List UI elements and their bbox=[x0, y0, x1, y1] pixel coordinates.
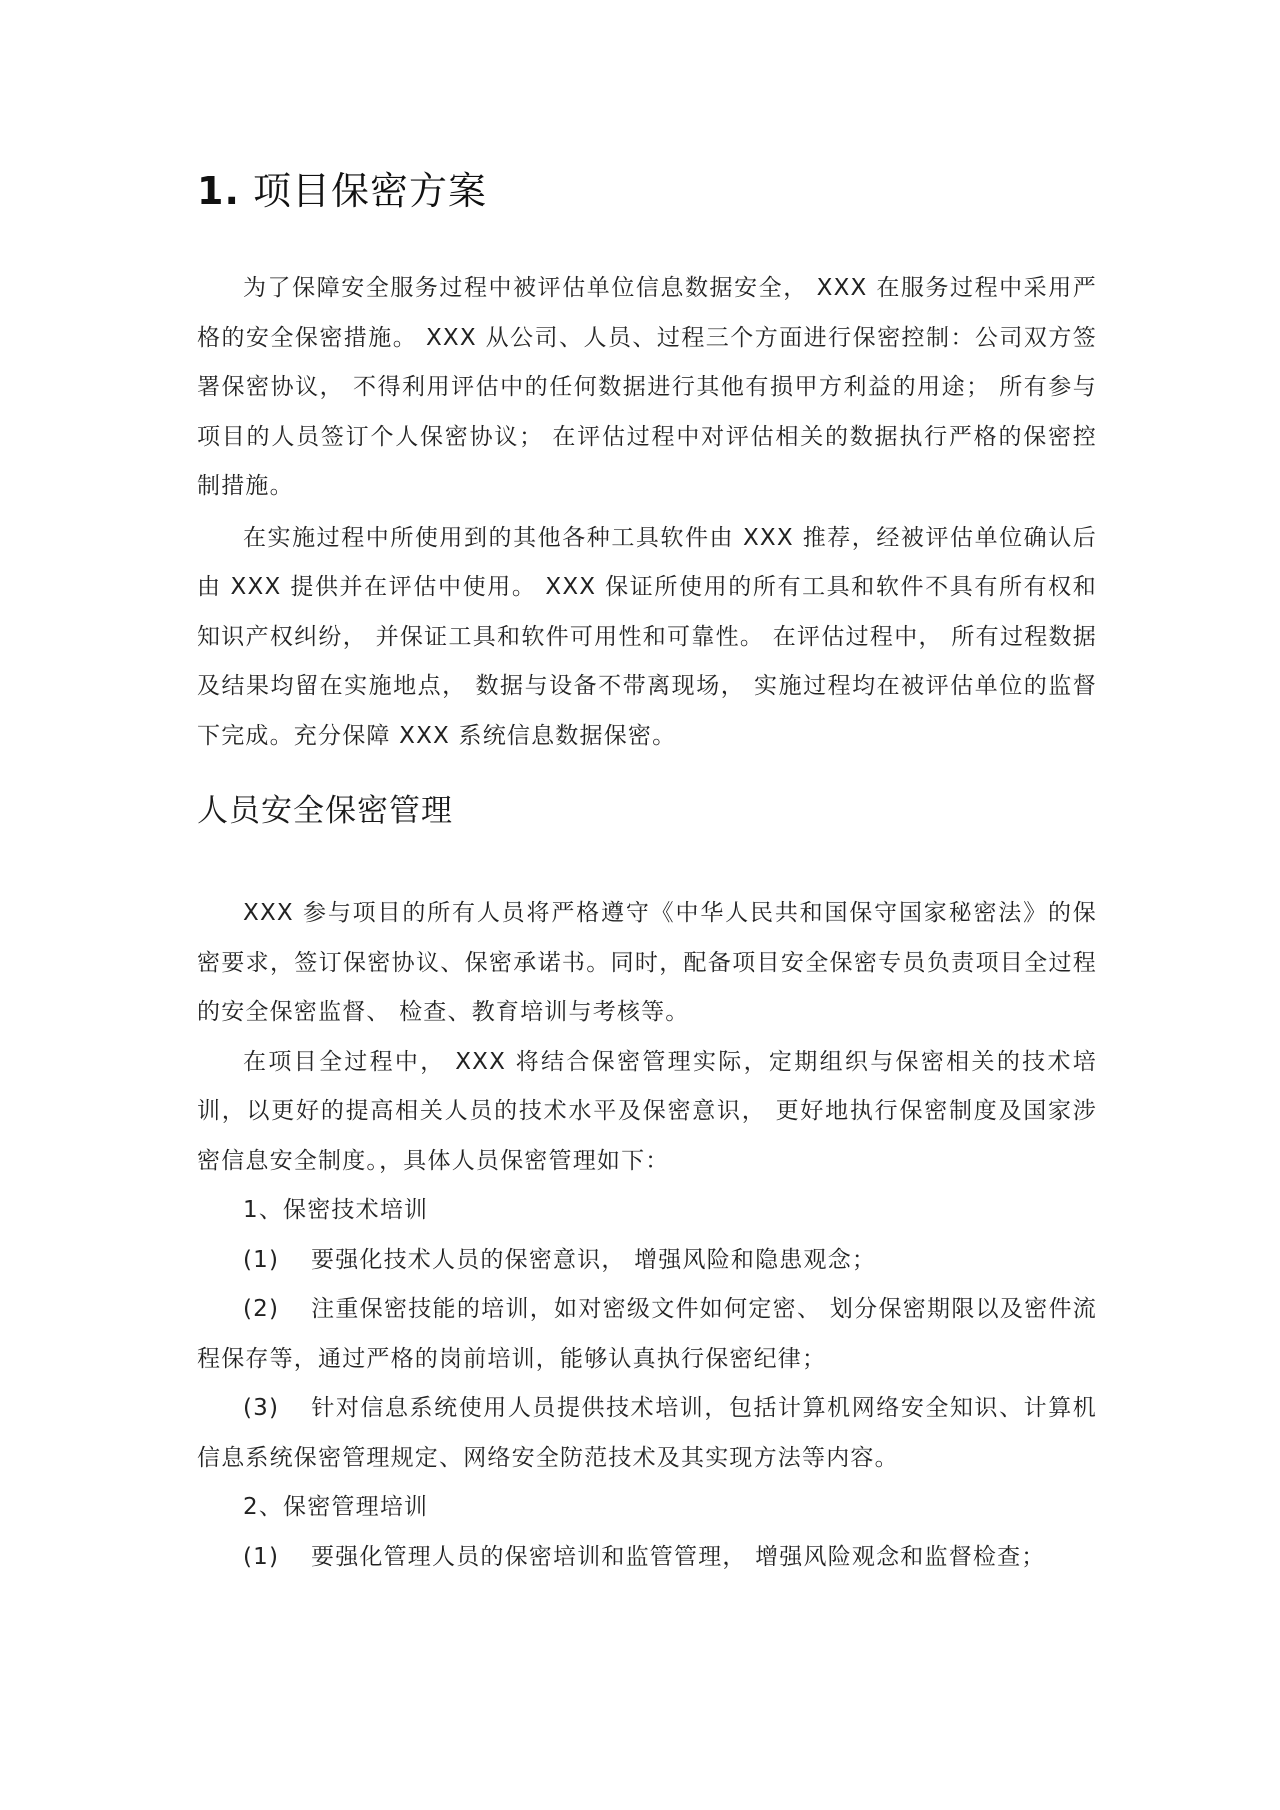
group-heading: 1、保密技术培训 bbox=[243, 1197, 429, 1223]
list-marker: (1) bbox=[243, 1543, 280, 1570]
list-item-text: 要强化技术人员的保密意识， 增强风险和隐患观念； bbox=[311, 1246, 877, 1273]
list-item bbox=[197, 1384, 1097, 1483]
intro-section bbox=[197, 264, 1097, 761]
section-heading: 人员安全保密管理 bbox=[197, 793, 453, 829]
list-item-text: 针对信息系统使用人员提供技术培训，包括计算机网络安全知识、计算机信息系统保密管理规定、网络安全防范技术及其实现方法等内容。 bbox=[197, 1395, 1097, 1471]
personnel-section bbox=[197, 889, 1097, 1582]
list-marker: (2) bbox=[243, 1296, 280, 1322]
list-item bbox=[197, 1533, 1097, 1583]
intro-paragraph: 为了保障安全服务过程中被评估单位信息数据安全， XXX 在服务过程中采用严格的安全保密措施。 XXX 从公司、人员、过程三个方面进行保密控制：公司双方签署保密协议， 不得利用评估中的任何数据进行其他有损甲方利益的用途； 所有参与项目的人员签订个人保密协议； 在评估过程中对评估相关的数据执行严格的保密控制措施。 bbox=[197, 275, 1097, 499]
list-marker: (1) bbox=[243, 1246, 280, 1273]
document-title bbox=[197, 160, 1097, 222]
section-paragraph: XXX 参与项目的所有人员将严格遵守《中华人民共和国保守国家秘密法》的保密要求，签订保密协议、保密承诺书。同时，配备项目安全保密专员负责项目全过程的安全保密监督、 检查、教育培训与考核等。 bbox=[197, 900, 1097, 1025]
group-heading: 2、保密管理培训 bbox=[243, 1494, 429, 1520]
document-body bbox=[197, 160, 1097, 1582]
list-item-text: 注重保密技能的培训，如对密级文件如何定密、 划分保密期限以及密件流程保存等，通过严格的岗前培训，能够认真执行保密纪律； bbox=[197, 1296, 1097, 1372]
intro-paragraph: 在实施过程中所使用到的其他各种工具软件由 XXX 推荐，经被评估单位确认后由 XXX 提供并在评估中使用。 XXX 保证所使用的所有工具和软件不具有所有权和知识产权纠纷， 并保证工具和软件可用性和可靠性。 在评估过程中， 所有过程数据及结果均留在实施地点， 数据与设备不带离现场， 实施过程均在被评估单位的监督下完成。充分保障 XXX 系统信息数据保密。 bbox=[197, 524, 1097, 749]
list-item-text: 要强化管理人员的保密培训和监管管理， 增强风险观念和监督检查； bbox=[311, 1543, 1046, 1570]
list-marker: (3) bbox=[243, 1395, 280, 1421]
title-number: 1. bbox=[197, 169, 240, 213]
list-item bbox=[197, 1236, 1097, 1286]
list-item bbox=[197, 1285, 1097, 1384]
title-text: 项目保密方案 bbox=[252, 169, 487, 213]
section-paragraph: 在项目全过程中， XXX 将结合保密管理实际，定期组织与保密相关的技术培训，以更好的提高相关人员的技术水平及保密意识， 更好地执行保密制度及国家涉密信息安全制度。，具体人员保密管理如下： bbox=[197, 1048, 1097, 1174]
